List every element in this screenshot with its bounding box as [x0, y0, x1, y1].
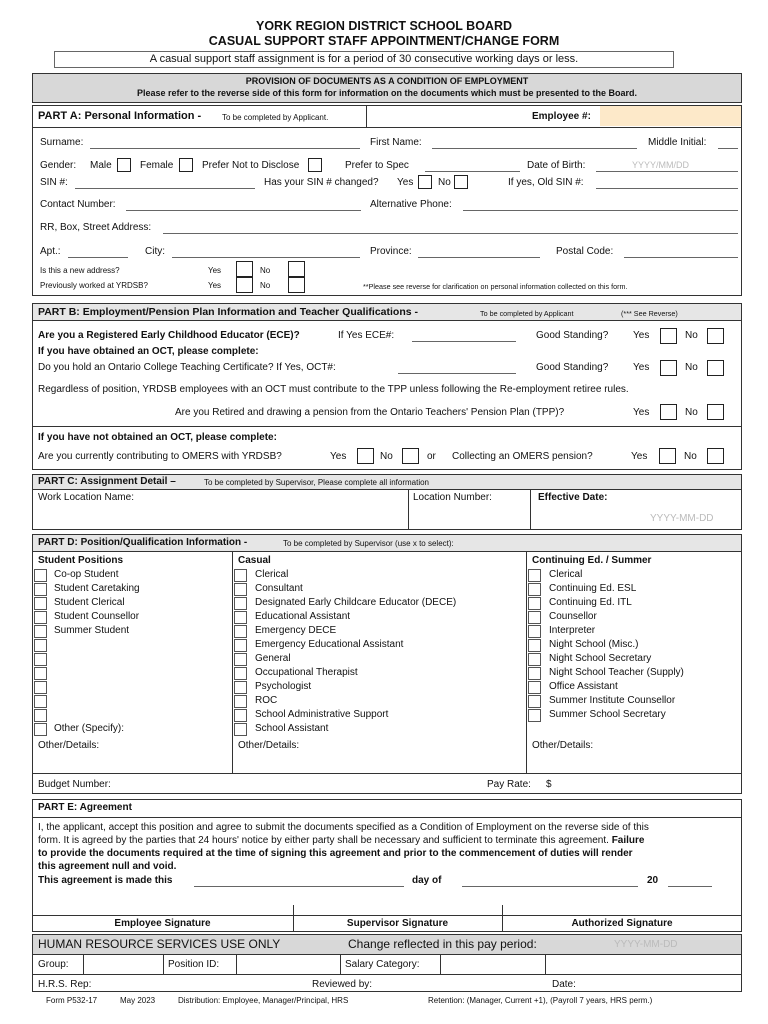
cont-option-checkbox[interactable]: [528, 695, 541, 708]
dob-label: Date of Birth:: [527, 160, 586, 171]
oct-number-input[interactable]: [398, 373, 516, 374]
cont-option-label: Office Assistant: [549, 681, 618, 692]
omers-or-label: or: [427, 451, 436, 462]
hrs-rep-label: H.R.S. Rep:: [38, 979, 92, 990]
casual-option-checkbox[interactable]: [234, 709, 247, 722]
prefer-not-label: Prefer Not to Disclose: [202, 160, 300, 171]
part-b-title: PART B: Employment/Pension Plan Information and Teacher Qualifications -: [38, 306, 418, 318]
retired-yes-label: Yes: [633, 407, 650, 418]
casual-option-label: School Assistant: [255, 723, 329, 734]
student-option-checkbox[interactable]: [34, 583, 47, 596]
budget-number-label: Budget Number:: [38, 779, 111, 790]
casual-option-checkbox[interactable]: [234, 639, 247, 652]
gender-label: Gender:: [40, 160, 77, 171]
cont-option-checkbox[interactable]: [528, 653, 541, 666]
group-input[interactable]: [85, 956, 161, 972]
retired-yes-checkbox[interactable]: [660, 404, 677, 420]
position-id-label: Position ID:: [168, 959, 220, 970]
cont-option-label: Counsellor: [549, 611, 597, 622]
employee-number-input[interactable]: [600, 106, 741, 126]
hrs-rep-input[interactable]: [100, 976, 300, 991]
cont-option-label: Clerical: [549, 569, 583, 580]
address-input[interactable]: [163, 233, 738, 234]
ece-yes-checkbox[interactable]: [660, 328, 677, 344]
casual-heading: Casual: [238, 555, 271, 566]
casual-option-checkbox[interactable]: [234, 695, 247, 708]
sin-label: SIN #:: [40, 177, 68, 188]
casual-option-checkbox[interactable]: [234, 625, 247, 638]
prefer-not-checkbox[interactable]: [308, 158, 322, 172]
postal-input[interactable]: [624, 257, 738, 258]
ece-no-checkbox[interactable]: [707, 328, 724, 344]
location-number-input[interactable]: [412, 504, 526, 526]
omers-no-label: No: [380, 451, 393, 462]
work-location-input[interactable]: [40, 504, 400, 526]
student-option-checkbox[interactable]: [34, 709, 47, 722]
casual-option-checkbox[interactable]: [234, 681, 247, 694]
student-option-checkbox[interactable]: [34, 723, 47, 736]
oct-no-checkbox[interactable]: [707, 360, 724, 376]
oct-no-label: No: [685, 362, 698, 373]
omers-yes-label: Yes: [330, 451, 347, 462]
dob-input[interactable]: [596, 171, 738, 172]
city-label: City:: [145, 246, 165, 257]
casual-option-label: Educational Assistant: [255, 611, 351, 622]
salary-category-label: Salary Category:: [345, 959, 420, 970]
retired-no-checkbox[interactable]: [707, 404, 724, 420]
casual-option-checkbox[interactable]: [234, 611, 247, 624]
prev-worked-yes-label: Yes: [208, 281, 222, 290]
sin-changed-label: Has your SIN # changed?: [264, 177, 379, 188]
sin-input[interactable]: [75, 188, 255, 189]
postal-label: Postal Code:: [556, 246, 614, 257]
old-sin-label: If yes, Old SIN #:: [508, 177, 584, 188]
pay-period-input[interactable]: YYYY-MM-DD: [614, 939, 678, 950]
agreement-month-input[interactable]: [462, 886, 638, 887]
casual-option-label: Emergency DECE: [255, 625, 337, 636]
agreement-line-1: I, the applicant, accept this position and agree to submit the documents specified as a Condition of Employment on the reverse side of this: [38, 822, 649, 833]
privacy-note: **Please see reverse for clarification on personal information collected on this form.: [363, 282, 628, 291]
dob-placeholder: YYYY/MM/DD: [632, 160, 690, 170]
cont-option-checkbox[interactable]: [528, 583, 541, 596]
province-label: Province:: [370, 246, 412, 257]
part-c-title: PART C: Assignment Detail –: [38, 476, 176, 487]
city-input[interactable]: [172, 257, 360, 258]
form-title: CASUAL SUPPORT STAFF APPOINTMENT/CHANGE FORM: [208, 34, 560, 48]
oct-question: Do you hold an Ontario College Teaching Certificate? If Yes, OCT#:: [38, 362, 336, 373]
omers-no-checkbox[interactable]: [402, 448, 419, 464]
part-b-see-reverse: (*** See Reverse): [621, 309, 678, 318]
new-address-no-checkbox[interactable]: [288, 261, 305, 277]
authorized-signature-input[interactable]: [506, 899, 736, 915]
ece-no-label: No: [685, 330, 698, 341]
employee-signature-input[interactable]: [40, 899, 290, 915]
cont-option-checkbox[interactable]: [528, 611, 541, 624]
part-a-title: PART A: Personal Information -: [38, 110, 202, 122]
surname-input[interactable]: [90, 148, 360, 149]
ece-question: Are you a Registered Early Childhood Educator (ECE)?: [38, 330, 300, 341]
casual-option-label: Emergency Educational Assistant: [255, 639, 404, 650]
agreement-day-input[interactable]: [194, 886, 404, 887]
sin-no-label: No: [438, 177, 451, 188]
agreement-year-label: 20: [647, 875, 659, 886]
cont-option-label: Night School Secretary: [549, 653, 652, 664]
student-option-checkbox[interactable]: [34, 639, 47, 652]
cont-option-label: Interpreter: [549, 625, 596, 636]
pay-period-label: Change reflected in this pay period:: [348, 937, 537, 951]
cont-option-label: Summer School Secretary: [549, 709, 666, 720]
student-option-label: Student Clerical: [54, 597, 125, 608]
agreement-line-2: [38, 835, 645, 846]
casual-option-label: Clerical: [255, 569, 289, 580]
apt-input[interactable]: [68, 257, 128, 258]
oct-yes-label: Yes: [633, 362, 650, 373]
omers-question: Are you currently contributing to OMERS with YRDSB?: [38, 451, 282, 462]
omers-pension-no-checkbox[interactable]: [707, 448, 724, 464]
student-option-checkbox[interactable]: [34, 653, 47, 666]
student-option-label: Summer Student: [54, 625, 130, 636]
employee-signature-label: Employee Signature: [114, 918, 211, 929]
reviewed-by-label: Reviewed by:: [312, 979, 373, 990]
cont-option-checkbox[interactable]: [528, 681, 541, 694]
employee-number-label: Employee #:: [532, 111, 591, 122]
prefer-spec-input[interactable]: [425, 171, 520, 172]
budget-number-input[interactable]: [128, 776, 478, 792]
casual-option-label: Designated Early Childcare Educator (DECE): [255, 597, 457, 608]
agreement-line-2-text: form. It is agreed by the parties that 24 hours' notice by either party shall be necessary and sufficient to terminate this agreement.: [38, 835, 609, 846]
male-checkbox[interactable]: [117, 158, 131, 172]
cont-option-label: Night School (Misc.): [549, 639, 639, 650]
new-address-yes-checkbox[interactable]: [236, 261, 253, 277]
group-label: Group:: [38, 959, 69, 970]
no-oct-heading: If you have not obtained an OCT, please complete:: [38, 432, 277, 443]
salary-category-input[interactable]: [442, 956, 542, 972]
student-option-checkbox[interactable]: [34, 695, 47, 708]
female-checkbox[interactable]: [179, 158, 193, 172]
casual-other-details-label: Other/Details:: [238, 740, 300, 751]
new-address-yes-label: Yes: [208, 266, 222, 275]
prev-worked-no-checkbox[interactable]: [288, 277, 305, 293]
agreement-line-4: this agreement null and void.: [38, 861, 177, 872]
province-input[interactable]: [418, 257, 540, 258]
cont-option-checkbox[interactable]: [528, 569, 541, 582]
provision-title: PROVISION OF DOCUMENTS AS A CONDITION OF EMPLOYMENT: [245, 76, 529, 86]
new-address-no-label: No: [260, 266, 271, 275]
agreement-day-of-label: day of: [412, 875, 442, 886]
part-c-note: To be completed by Supervisor, Please complete all information: [204, 478, 430, 487]
pay-rate-label: Pay Rate:: [487, 779, 531, 790]
form-subtitle: A casual support staff assignment is for a period of 30 consecutive working days or less.: [149, 53, 579, 65]
omers-yes-checkbox[interactable]: [357, 448, 374, 464]
part-a-note: To be completed by Applicant.: [222, 113, 329, 122]
distribution-note: Distribution: Employee, Manager/Principal, HRS: [178, 996, 349, 1005]
cont-option-checkbox[interactable]: [528, 639, 541, 652]
part-e-title: PART E: Agreement: [38, 802, 132, 813]
student-option-label: Student Counsellor: [54, 611, 140, 622]
cont-option-label: Continuing Ed. ITL: [549, 597, 632, 608]
hr-date-input[interactable]: [582, 976, 732, 991]
cont-option-checkbox[interactable]: [528, 709, 541, 722]
casual-option-checkbox[interactable]: [234, 597, 247, 610]
surname-label: Surname:: [40, 137, 84, 148]
supervisor-signature-label: Supervisor Signature: [346, 918, 449, 929]
casual-option-label: General: [255, 653, 291, 664]
casual-option-label: Psychologist: [255, 681, 312, 692]
cont-option-checkbox[interactable]: [528, 625, 541, 638]
part-d-note: To be completed by Supervisor (use x to select):: [283, 539, 454, 548]
omers-pension-yes-label: Yes: [631, 451, 648, 462]
cont-option-label: Night School Teacher (Supply): [549, 667, 684, 678]
prev-worked-no-label: No: [260, 281, 271, 290]
first-name-label: First Name:: [370, 137, 422, 148]
agreement-failure: Failure: [611, 835, 645, 846]
supervisor-signature-input[interactable]: [298, 899, 498, 915]
sin-yes-checkbox[interactable]: [418, 175, 432, 189]
omers-pension-question: Collecting an OMERS pension?: [452, 451, 593, 462]
student-other-details-label: Other/Details:: [38, 740, 100, 751]
address-label: RR, Box, Street Address:: [40, 222, 152, 233]
pay-rate-input[interactable]: [556, 776, 736, 792]
agreement-year-input[interactable]: [668, 886, 712, 887]
continuing-ed-heading: Continuing Ed. / Summer: [532, 555, 652, 566]
form-date: May 2023: [120, 996, 156, 1005]
effective-date-input[interactable]: YYYY-MM-DD: [650, 513, 714, 524]
prefer-spec-label: Prefer to Spec: [345, 160, 409, 171]
cont-option-label: Summer Institute Counsellor: [549, 695, 676, 706]
pay-rate-dollar: $: [546, 779, 552, 790]
female-label: Female: [140, 160, 174, 171]
alt-phone-label: Alternative Phone:: [370, 199, 452, 210]
old-sin-input[interactable]: [596, 188, 738, 189]
oct-yes-checkbox[interactable]: [660, 360, 677, 376]
oct-good-standing-label: Good Standing?: [536, 362, 609, 373]
contact-input[interactable]: [126, 210, 361, 211]
prev-worked-yes-checkbox[interactable]: [236, 277, 253, 293]
casual-option-checkbox[interactable]: [234, 569, 247, 582]
casual-option-checkbox[interactable]: [234, 653, 247, 666]
student-option-label: Co-op Student: [54, 569, 119, 580]
retired-question: Are you Retired and drawing a pension from the Ontario Teachers' Pension Plan (TPP)?: [175, 407, 565, 418]
tpp-note: Regardless of position, YRDSB employees with an OCT must contribute to the TPP unless following the Re-employment retiree rules.: [38, 384, 629, 395]
student-option-label: Student Caretaking: [54, 583, 140, 594]
apt-label: Apt.:: [40, 246, 61, 257]
cont-option-checkbox[interactable]: [528, 667, 541, 680]
male-label: Male: [90, 160, 112, 171]
omers-pension-no-label: No: [684, 451, 697, 462]
org-name: YORK REGION DISTRICT SCHOOL BOARD: [255, 19, 513, 33]
middle-initial-label: Middle Initial:: [648, 137, 707, 148]
ece-yes-label: Yes: [633, 330, 650, 341]
middle-initial-input[interactable]: [718, 148, 738, 149]
casual-option-label: ROC: [255, 695, 278, 706]
student-option-checkbox[interactable]: [34, 569, 47, 582]
ece-if-label: If Yes ECE#:: [338, 330, 395, 341]
retention-note: Retention: (Manager, Current +1), (Payroll 7 years, HRS perm.): [428, 996, 653, 1005]
agreement-line-3: to provide the documents required at the time of signing this agreement and prior to the commencement of duties will render: [38, 848, 633, 859]
sin-no-checkbox[interactable]: [454, 175, 468, 189]
student-option-label: Other (Specify):: [54, 723, 125, 734]
casual-option-checkbox[interactable]: [234, 723, 247, 736]
casual-option-label: School Administrative Support: [255, 709, 389, 720]
position-id-input[interactable]: [238, 956, 338, 972]
student-option-checkbox[interactable]: [34, 611, 47, 624]
sin-yes-label: Yes: [397, 177, 414, 188]
part-d-title: PART D: Position/Qualification Information -: [38, 537, 248, 548]
part-b-note: To be completed by Applicant: [480, 309, 574, 318]
first-name-input[interactable]: [432, 148, 637, 149]
student-option-checkbox[interactable]: [34, 667, 47, 680]
casual-option-label: Consultant: [255, 583, 303, 594]
form-number: Form P532-17: [46, 996, 98, 1005]
authorized-signature-label: Authorized Signature: [571, 918, 673, 929]
reviewed-by-input[interactable]: [380, 976, 540, 991]
student-option-checkbox[interactable]: [34, 597, 47, 610]
agreement-made-label: This agreement is made this: [38, 875, 173, 886]
casual-option-checkbox[interactable]: [234, 667, 247, 680]
new-address-label: Is this a new address?: [40, 266, 120, 275]
contact-label: Contact Number:: [40, 199, 116, 210]
effective-date-label: Effective Date:: [538, 492, 608, 503]
casual-option-checkbox[interactable]: [234, 583, 247, 596]
ece-number-input[interactable]: [412, 341, 516, 342]
part-d-frame: [32, 534, 742, 794]
casual-option-label: Occupational Therapist: [255, 667, 358, 678]
cont-other-details-label: Other/Details:: [532, 740, 594, 751]
alt-phone-input[interactable]: [463, 210, 738, 211]
provision-note: Please refer to the reverse side of this form for information on the documents which must be presented to the Board.: [136, 88, 638, 98]
hr-date-label: Date:: [552, 979, 576, 990]
prev-worked-label: Previously worked at YRDSB?: [40, 281, 148, 290]
work-location-label: Work Location Name:: [38, 492, 134, 503]
cont-option-label: Continuing Ed. ESL: [549, 583, 637, 594]
location-number-label: Location Number:: [413, 492, 492, 503]
student-positions-heading: Student Positions: [38, 555, 123, 566]
hr-title: HUMAN RESOURCE SERVICES USE ONLY: [38, 937, 281, 951]
student-option-checkbox[interactable]: [34, 681, 47, 694]
omers-pension-yes-checkbox[interactable]: [659, 448, 676, 464]
student-option-checkbox[interactable]: [34, 625, 47, 638]
cont-option-checkbox[interactable]: [528, 597, 541, 610]
retired-no-label: No: [685, 407, 698, 418]
oct-heading: If you have obtained an OCT, please complete:: [38, 346, 259, 357]
ece-good-standing-label: Good Standing?: [536, 330, 609, 341]
